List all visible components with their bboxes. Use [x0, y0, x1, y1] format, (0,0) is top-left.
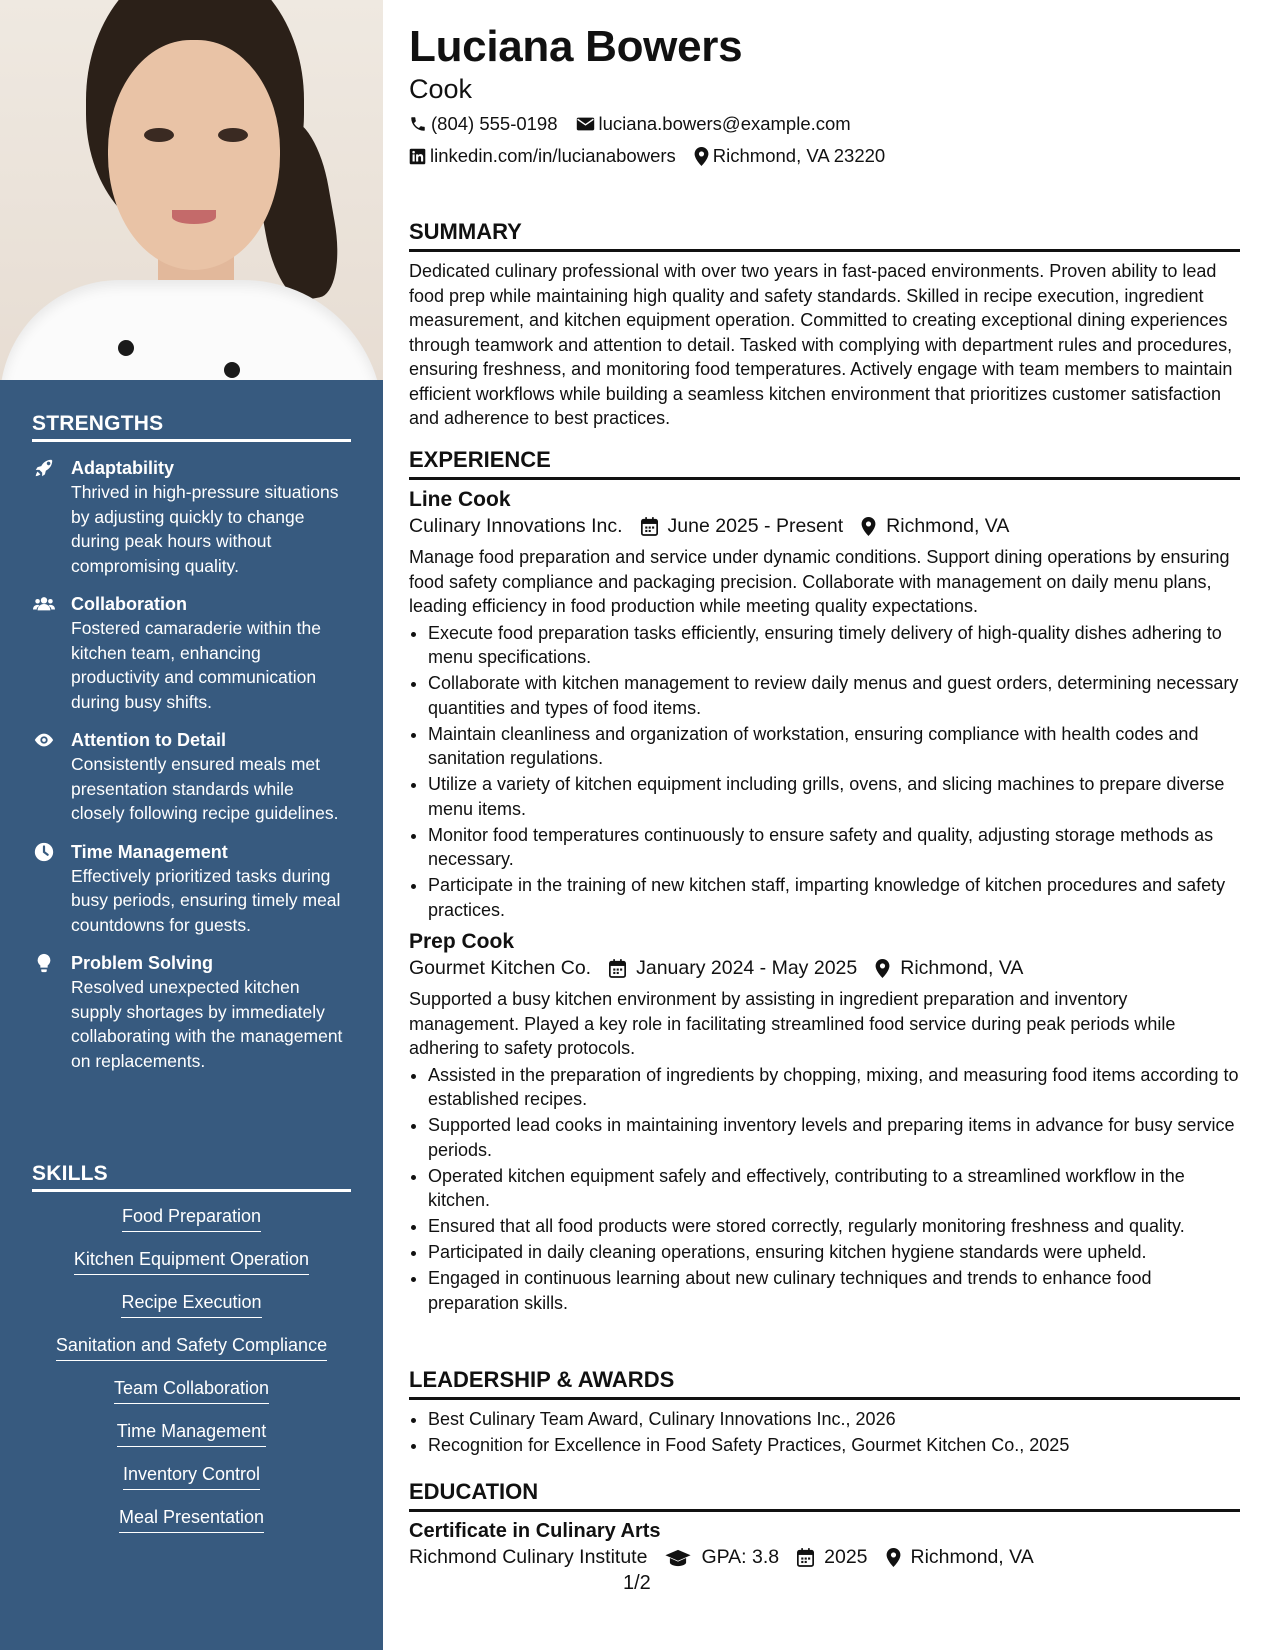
bullet-item: • Participated in daily cleaning operations, ensuring kitchen hygiene standards were upheld.: [428, 1240, 1240, 1265]
bullet-item: • Monitor food temperatures continuously to ensure safety and quality, adjusting storage methods as necessary.: [428, 823, 1240, 872]
summary-section: [409, 219, 1240, 431]
gpa-item: [665, 1546, 779, 1569]
job-entry: [409, 930, 1240, 1315]
skills-heading: SKILLS: [32, 1162, 351, 1192]
candidate-role: Cook: [409, 74, 473, 104]
skill-item: Inventory Control: [123, 1462, 260, 1490]
phone-item: [409, 113, 558, 135]
education-location-item: [886, 1546, 1034, 1569]
bullet-item: • Supported lead cooks in maintaining inventory levels and preparing items in advance for busy service periods.: [428, 1113, 1240, 1162]
degree-title: Certificate in Culinary Arts: [409, 1520, 661, 1542]
sidebar: [0, 0, 383, 1650]
linkedin-icon: [409, 148, 426, 165]
strength-item: [32, 840, 351, 938]
page-number: 1/2: [623, 1572, 651, 1594]
calendar-icon: [609, 959, 626, 978]
school-name: Richmond Culinary Institute: [409, 1546, 648, 1568]
strength-title: Problem Solving: [71, 953, 214, 973]
bullet-item: • Engaged in continuous learning about new culinary techniques and trends to enhance food preparation skills.: [428, 1266, 1240, 1315]
strength-item: [32, 456, 351, 578]
strength-item: [32, 592, 351, 714]
job-location-item: [875, 957, 1023, 980]
summary-heading: SUMMARY: [409, 219, 1240, 252]
bullet-item: • Collaborate with kitchen management to review daily menus and guest orders, determining necessary quantities and types of food items.: [428, 671, 1240, 720]
skill-item: Sanitation and Safety Compliance: [56, 1333, 327, 1361]
award-item: • Best Culinary Team Award, Culinary Innovations Inc., 2026: [428, 1407, 1240, 1432]
job-description: Supported a busy kitchen environment by assisting in ingredient preparation and inventory management. Played a key role in facilitating streamlined food service during peak periods while adhering to safety protocols.: [409, 989, 1176, 1058]
phone-text: (804) 555-0198: [431, 113, 558, 134]
email-item[interactable]: [576, 113, 851, 135]
job-meta: [409, 957, 1240, 980]
linkedin-text[interactable]: linkedin.com/in/lucianabowers: [430, 145, 676, 166]
job-location: Richmond, VA: [886, 515, 1010, 537]
bullet-item: • Utilize a variety of kitchen equipment including grills, ovens, and slicing machines to prepare diverse menu items.: [428, 772, 1240, 821]
skill-item: Recipe Execution: [121, 1290, 261, 1318]
map-pin-icon: [875, 959, 890, 978]
strength-desc: Thrived in high-pressure situations by adjusting quickly to change during peak hours without compromising quality.: [71, 482, 339, 576]
job-bullets: [409, 1063, 1240, 1316]
lightbulb-icon: [32, 952, 56, 974]
skill-item: Time Management: [117, 1419, 266, 1447]
job-dates: June 2025 - Present: [667, 515, 844, 537]
experience-section: [409, 447, 1240, 1317]
education-year-item: [797, 1546, 867, 1569]
email-text[interactable]: luciana.bowers@example.com: [598, 113, 851, 134]
job-title: Prep Cook: [409, 930, 515, 953]
job-dates: January 2024 - May 2025: [636, 957, 858, 979]
strength-desc: Resolved unexpected kitchen supply shortages by immediately collaborating with the management on replacements.: [71, 977, 343, 1071]
profile-photo: [0, 0, 383, 380]
job-location-item: [861, 515, 1009, 538]
graduation-cap-icon: [665, 1549, 691, 1567]
awards-heading: LEADERSHIP & AWARDS: [409, 1367, 1240, 1400]
job-location: Richmond, VA: [900, 957, 1024, 979]
linkedin-item[interactable]: [409, 145, 676, 167]
skill-item: Team Collaboration: [114, 1376, 269, 1404]
rocket-icon: [32, 457, 56, 479]
eye-icon: [32, 729, 56, 751]
location-item: [694, 145, 885, 167]
skills-list: [32, 1204, 351, 1548]
experience-heading: EXPERIENCE: [409, 447, 1240, 480]
job-title: Line Cook: [409, 488, 511, 511]
bullet-item: • Assisted in the preparation of ingredients by chopping, mixing, and measuring food items according to established recipes.: [428, 1063, 1240, 1112]
location-text: Richmond, VA 23220: [712, 145, 886, 166]
map-pin-icon: [861, 517, 876, 536]
job-dates-item: [609, 957, 857, 980]
job-company: Gourmet Kitchen Co.: [409, 957, 592, 979]
gpa-text: GPA: 3.8: [701, 1546, 780, 1568]
job-company: Culinary Innovations Inc.: [409, 515, 623, 537]
phone-icon: [409, 115, 427, 133]
job-dates-item: [641, 515, 844, 538]
summary-text: Dedicated culinary professional with over two years in fast-paced environments. Proven ability to lead food prep while maintaining high quality and safety standards. Skilled in recipe execution, ingredient measurement, and kitchen equipment operation. Committed to creating exceptional dining experiences through teamwork and attention to detail. Tasked with complying with department rules and procedures, ensuring freshness, and monitoring food temperatures. Actively engage with team members to maintain efficient workflows while building a seamless kitchen environment that prioritizes customer satisfaction and adherence to best practices.: [409, 261, 1233, 428]
awards-list: [409, 1407, 1240, 1458]
contact-row-1: [409, 113, 869, 135]
bullet-item: • Execute food preparation tasks efficiently, ensuring timely delivery of high-quality dishes adhering to menu specifications.: [428, 621, 1240, 670]
bullet-item: • Operated kitchen equipment safely and effectively, contributing to a streamlined workflow in the kitchen.: [428, 1164, 1240, 1213]
strength-title: Attention to Detail: [71, 730, 226, 750]
strength-item: [32, 728, 351, 826]
strength-title: Adaptability: [71, 458, 175, 478]
strength-title: Collaboration: [71, 594, 187, 614]
strength-desc: Fostered camaraderie within the kitchen team, enhancing productivity and communication during busy shifts.: [71, 618, 321, 712]
education-heading: EDUCATION: [409, 1479, 1240, 1512]
candidate-name: Luciana Bowers: [409, 22, 743, 71]
award-item: • Recognition for Excellence in Food Safety Practices, Gourmet Kitchen Co., 2025: [428, 1433, 1240, 1458]
education-location: Richmond, VA: [910, 1546, 1034, 1568]
bullet-item: • Participate in the training of new kitchen staff, imparting knowledge of kitchen procedures and safety practices.: [428, 873, 1240, 922]
strengths-heading: STRENGTHS: [32, 412, 351, 442]
map-pin-icon: [694, 147, 709, 166]
skill-item: Food Preparation: [122, 1204, 261, 1232]
strength-desc: Consistently ensured meals met presentation standards while closely following recipe guidelines.: [71, 754, 339, 823]
job-entry: [409, 488, 1240, 922]
strength-item: [32, 951, 351, 1073]
skills-section: [32, 1162, 351, 1548]
strengths-section: [32, 412, 351, 1073]
job-bullets: [409, 621, 1240, 923]
awards-section: [409, 1367, 1240, 1459]
clock-icon: [32, 841, 56, 863]
education-meta: [409, 1546, 1240, 1569]
job-meta: [409, 515, 1240, 538]
strength-desc: Effectively prioritized tasks during busy periods, ensuring timely meal countdowns for guests.: [71, 865, 341, 935]
skill-item: Kitchen Equipment Operation: [74, 1247, 309, 1275]
calendar-icon: [641, 517, 658, 536]
job-description: Manage food preparation and service under dynamic conditions. Support dining operations by ensuring food safety compliance and packaging precision. Collaborate with management on daily menu plans, leading efficiency in food production while meeting quality expectations.: [409, 547, 1230, 616]
users-icon: [32, 593, 56, 615]
education-year: 2025: [824, 1546, 868, 1568]
bullet-item: • Maintain cleanliness and organization of workstation, ensuring compliance with health codes and sanitation regulations.: [428, 722, 1240, 771]
bullet-item: • Ensured that all food products were stored correctly, regularly monitoring freshness and quality.: [428, 1214, 1240, 1239]
calendar-icon: [797, 1548, 814, 1567]
skill-item: Meal Presentation: [119, 1505, 264, 1533]
envelope-icon: [576, 116, 595, 132]
contact-row-2: [409, 145, 903, 167]
strength-title: Time Management: [71, 841, 228, 862]
education-section: [409, 1479, 1240, 1569]
map-pin-icon: [886, 1548, 901, 1567]
